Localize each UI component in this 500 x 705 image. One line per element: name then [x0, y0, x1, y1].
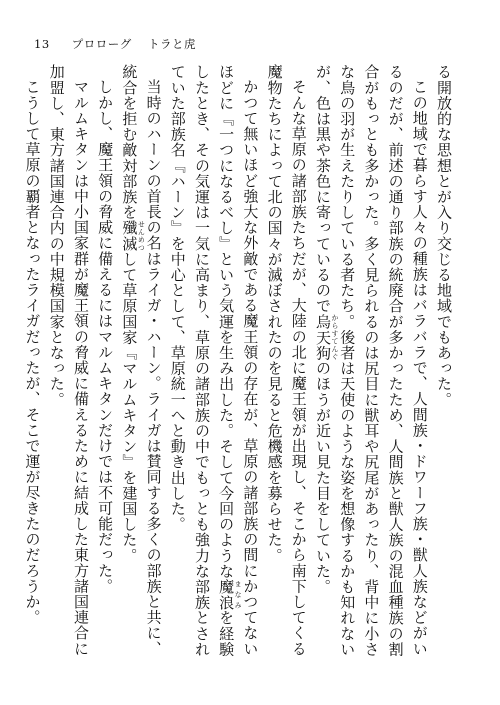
- ruby-senmetsu: [120, 220, 146, 252]
- paragraph-3: そんな草原の諸部族たちだが、大陸の北に魔王領が出現し、そこから南下してくる魔物たちによって北の国々が滅ぼされたのを見ると危機感を募らせた。: [265, 64, 308, 657]
- section-title: トラと虎: [147, 37, 196, 51]
- paragraph-2-end: のほうが近い見た目をしていた。: [313, 360, 332, 595]
- running-header: [34, 36, 196, 52]
- paragraph-2: [311, 64, 432, 664]
- paragraph-4-a: かつて無いほど強大な外敵である魔王領の存在が、草原の諸部族の間にかつてないほどに『一つになるべし』という気運を生み出した。そして今回のような: [217, 64, 260, 657]
- paragraph-2-text: この地域で暮らす人々の種族はバラバラで、人間族・ドワーフ族・獣人族などがいるのだが、前述の通り部族の統廃合が多かったため、人間族と獣人族の混血種族の割合がもっとも多かった。多く見られるのは尻目に獣耳や尻尾があったり、背中に小さな鳥の羽が生えたりしている者たち。後者は天使のような姿を想像するかも知れないが、色は黒や茶色に寄っているので: [313, 64, 429, 657]
- paragraph-5: [117, 64, 165, 664]
- ruby-text-senmetsu: せんめつ: [137, 220, 146, 252]
- ruby-manami: [217, 578, 243, 611]
- ruby-base-karasutengu: 烏天狗: [313, 313, 332, 361]
- paragraph-5-b: して草原国家『マルムキタン』を建国した。: [120, 251, 139, 564]
- paragraph-5-a: 当時のハーンの首長の名はライガ・ハーン。ライガは賛同する多くの部族と共に、統合を拒む敵対部族を: [120, 64, 163, 657]
- paragraph-6: しかし、魔王領の脅威に備えるにはマルムキタンだけでは不可能だった。: [96, 79, 115, 594]
- paragraph-4: [166, 64, 263, 664]
- ruby-text-karasutengu: からすてんぐ: [330, 313, 339, 361]
- ruby-base-manami: 魔浪: [217, 578, 236, 611]
- ruby-base-senmetsu: 殲滅: [120, 220, 139, 252]
- chapter-title: プロローグ: [71, 37, 132, 51]
- paragraph-1: る開放的な思想とが入り交じる地域でもあった。: [435, 64, 453, 408]
- vertical-body-text: [23, 64, 456, 664]
- page-number: 13: [34, 37, 50, 51]
- paragraph-8: こうして草原の覇者となったライガだったが、そこで運が尽きたのだろうか。: [23, 79, 42, 625]
- ruby-text-manami: まなみ: [234, 578, 243, 610]
- paragraph-7: マルムキタンは中小国家群が魔王領の脅威に備えるために結成した東方諸国連合に加盟し、東方諸国連合内の中規模国家となった。: [47, 64, 90, 657]
- paragraph-4-b: を経験したとき、その気運は一気に高まり、草原の諸部族の中でもっとも強力な部族とされていた部族名『ハーン』を中心として、草原統一へと動き出した。: [168, 64, 236, 657]
- ruby-karasutengu: [313, 313, 339, 361]
